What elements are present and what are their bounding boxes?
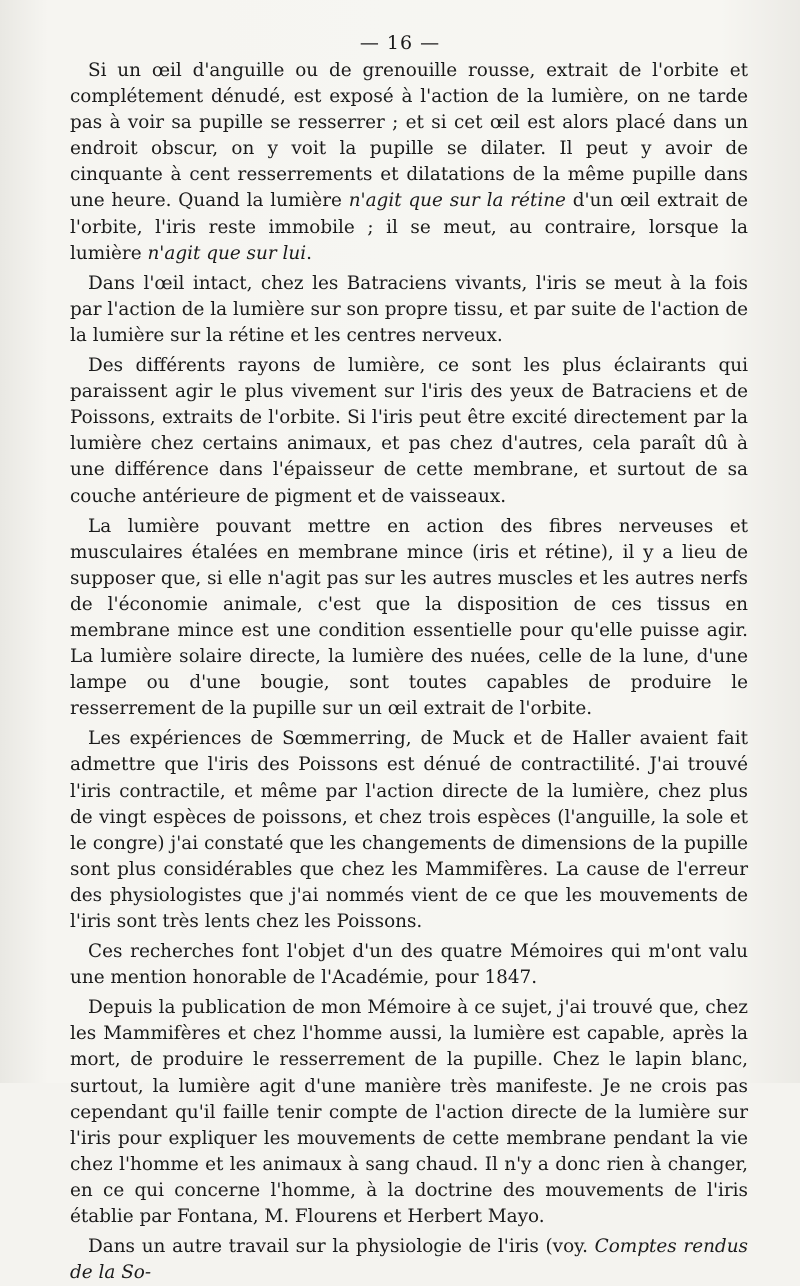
body-text — [70, 58, 748, 1286]
italic-run: n'agit que sur lui — [147, 242, 307, 264]
text-run: Si un œil d'anguille ou de grenouille rousse, extrait de l'orbite et complétement dénudé, est exposé à l'action de la lumière, on ne tarde pas à voir sa pupille se resserrer ; et si cet œil est alors placé dans un endroit obscur, on y voit la pupille se dilater. Il peut y avoir de cinquante à cent resserrements et dilatations de la même pupille dans une heure. Quand la lumière — [70, 60, 748, 212]
text-run: Les expériences de Sœmmerring, de Muck et de Haller avaient fait admettre que l'iris des Poissons est dénué de contractilité. J'ai trouvé l'iris contractile, et même par l'action directe de la lumière, chez plus de vingt espèces de poissons, et chez trois espèces (l'anguille, la sole et le congre) j'ai constaté que les changements de dimensions de la pupille sont plus considérables que chez les Mammifères. La cause de l'erreur des physiologistes que j'ai nommés vient de ce que les mouvements de l'iris sont très lents chez les Poissons. — [70, 728, 748, 932]
text-run: Dans l'œil intact, chez les Batraciens vivants, l'iris se meut à la fois par l'action de la lumière sur son propre tissu, et par suite de l'action de la lumière sur la rétine et les centres nerveux. — [70, 272, 748, 346]
text-run: d'un œil extrait de l'orbite, l'iris reste immobile ; il se meut, au contraire, lorsque la lumière — [70, 190, 748, 264]
text-run: La lumière pouvant mettre en action des fibres nerveuses et musculaires étalées en membrane mince (iris et rétine), il y a lieu de supposer que, si elle n'agit pas sur les autres muscles et les autres nerfs de l'économie animale, c'est que la disposition de ces tissus en membrane mince est une condition essentielle pour qu'elle puisse agir. La lumière solaire directe, la lumière des nuées, celle de la lune, d'une lampe ou d'une bougie, sont toutes capables de produire le resserrement de la pupille sur un œil extrait de l'orbite. — [70, 515, 748, 720]
paragraph-1 — [70, 58, 748, 267]
paragraph-5 — [70, 726, 748, 935]
text-run: Dans un autre travail sur la physiologie de l'iris (voy. — [88, 1236, 595, 1258]
italic-run: Comptes rendus de la So- — [70, 1236, 748, 1284]
paragraph-6 — [70, 939, 748, 991]
paragraph-3 — [70, 353, 748, 510]
paragraph-8 — [70, 1234, 748, 1286]
paragraph-7 — [70, 995, 748, 1230]
text-run: Depuis la publication de mon Mémoire à ce sujet, j'ai trouvé que, chez les Mammifères et chez l'homme aussi, la lumière est capable, après la mort, de produire le resserrement de la pupille. Chez le lapin blanc, surtout, la lumière agit d'une manière très manifeste. Je ne crois pas cependant qu'il faille tenir compte de l'action directe de la lumière sur l'iris pour expliquer les mouvements de cette membrane pendant la vie chez l'homme et les animaux à sang chaud. Il n'y a donc rien à changer, en ce qui concerne l'homme, à la doctrine des mouvements de l'iris établie par Fontana, M. Flourens et Herbert Mayo. — [70, 997, 748, 1228]
page-number: — 16 — — [359, 32, 441, 54]
text-run: . — [306, 242, 312, 264]
text-run: Des différents rayons de lumière, ce sont les plus éclairants qui paraissent agir le plus vivement sur l'iris des yeux de Batraciens et de Poissons, extraits de l'orbite. Si l'iris peut être excité directement par la lumière chez certains animaux, et pas chez d'autres, cela paraît dû à une différence dans l'épaisseur de cette membrane, et surtout de sa couche antérieure de pigment et de vaisseaux. — [70, 355, 748, 507]
text-run: Ces recherches font l'objet d'un des quatre Mémoires qui m'ont valu une mention honorable de l'Académie, pour 1847. — [70, 941, 748, 989]
paragraph-2 — [70, 271, 748, 349]
paragraph-4 — [70, 514, 748, 723]
italic-run: n'agit que sur la rétine — [348, 190, 566, 212]
